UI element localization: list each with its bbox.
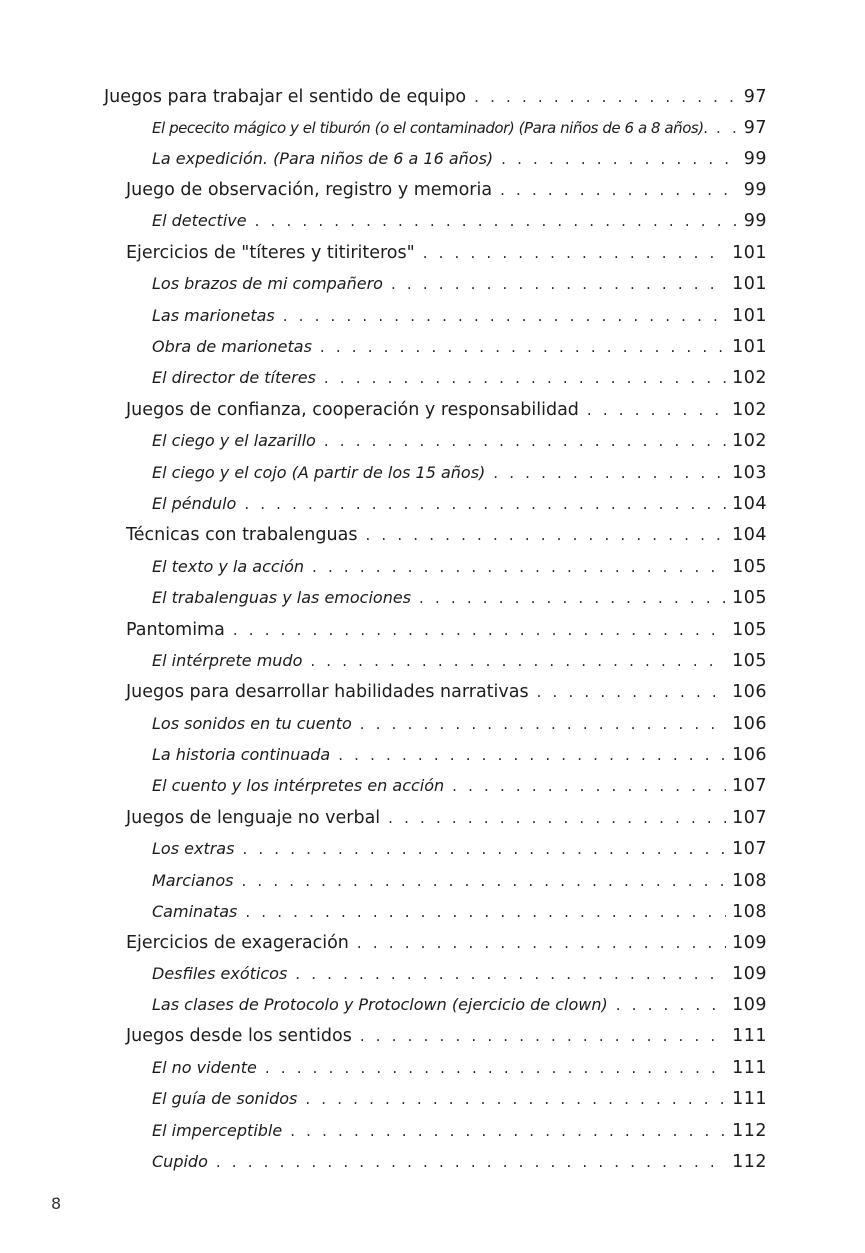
toc-entry-page: 108 <box>732 902 767 922</box>
dot-leader <box>295 960 726 988</box>
toc-subentry <box>152 1148 767 1176</box>
toc-entry-page: 105 <box>732 620 767 640</box>
toc-subentry <box>152 867 767 895</box>
toc-subentry <box>152 1117 767 1145</box>
toc-entry-page: 104 <box>732 494 767 514</box>
toc-entry-page: 107 <box>732 776 767 796</box>
toc-entry-page: 99 <box>743 180 767 200</box>
toc-subentry <box>152 459 767 487</box>
toc-entry <box>126 804 767 832</box>
toc-entry-page: 102 <box>732 368 767 388</box>
dot-leader <box>312 553 726 581</box>
dot-leader <box>290 1117 726 1145</box>
dot-leader <box>365 521 726 549</box>
toc-entry-title: El detective <box>152 211 247 230</box>
toc-entry-page: 97 <box>743 118 767 138</box>
toc-entry-title: Los extras <box>152 839 235 858</box>
dot-leader <box>716 114 738 142</box>
toc-subentry <box>152 741 767 769</box>
toc-entry-page: 112 <box>732 1121 767 1141</box>
toc-entry-title: Ejercicios de exageración <box>126 933 349 953</box>
toc-entry-page: 109 <box>732 964 767 984</box>
dot-leader <box>423 239 726 267</box>
toc-entry-title: Técnicas con trabalenguas <box>126 525 358 545</box>
toc-entry-page: 105 <box>732 557 767 577</box>
dot-leader <box>388 804 726 832</box>
toc-entry-page: 106 <box>732 745 767 765</box>
toc-subentry <box>152 898 767 926</box>
dot-leader <box>283 302 726 330</box>
toc-subentry <box>152 835 767 863</box>
toc-entry-title: El texto y la acción <box>152 557 305 576</box>
dot-leader <box>305 1085 726 1113</box>
toc-entry-page: 111 <box>732 1058 767 1078</box>
toc-entry-page: 104 <box>732 525 767 545</box>
toc-entry-title: El imperceptible <box>152 1121 283 1140</box>
toc-subentry <box>152 1054 767 1082</box>
dot-leader <box>360 1022 726 1050</box>
toc-entry-page: 101 <box>732 337 767 357</box>
dot-leader <box>242 835 726 863</box>
dot-leader <box>616 991 726 1019</box>
dot-leader <box>245 898 726 926</box>
dot-leader <box>537 678 726 706</box>
toc-entry-page: 102 <box>732 431 767 451</box>
toc-entry <box>126 176 767 204</box>
toc-entry-title: Cupido <box>152 1152 208 1171</box>
toc-entry-title: La historia continuada <box>152 745 331 764</box>
toc-entry-page: 109 <box>732 995 767 1015</box>
toc-subentry <box>152 584 767 612</box>
toc-entry <box>126 521 767 549</box>
dot-leader <box>419 584 726 612</box>
toc-entry-title: Juegos desde los sentidos <box>126 1026 352 1046</box>
toc-entry <box>126 1022 767 1050</box>
toc-entry-title: El ciego y el lazarillo <box>152 431 316 450</box>
toc-subentry <box>152 270 767 298</box>
toc-entry-title: El ciego y el cojo (A partir de los 15 años) <box>152 463 486 482</box>
toc-entry-page: 111 <box>732 1089 767 1109</box>
toc-entry-page: 102 <box>732 400 767 420</box>
toc-subentry <box>152 333 767 361</box>
dot-leader <box>338 741 726 769</box>
toc-entry-title: Los sonidos en tu cuento <box>152 714 352 733</box>
dot-leader <box>233 616 726 644</box>
toc-entry-title: Juegos de confianza, cooperación y responsabilidad <box>126 400 579 420</box>
dot-leader <box>324 364 726 392</box>
toc-subentry <box>152 364 767 392</box>
toc-entry <box>126 616 767 644</box>
toc-entry-title: El director de títeres <box>152 368 316 387</box>
toc-entry-title: El pececito mágico y el tiburón (o el contaminador) (Para niños de 6 a 8 años). <box>152 119 709 137</box>
toc-entry <box>126 929 767 957</box>
dot-leader <box>255 207 738 235</box>
toc-subentry <box>152 1085 767 1113</box>
toc-entry-page: 106 <box>732 714 767 734</box>
toc-subentry <box>152 145 767 173</box>
toc-entry <box>126 396 767 424</box>
toc-entry-title: Las marionetas <box>152 306 275 325</box>
toc-entry-page: 108 <box>732 871 767 891</box>
toc-subentry <box>152 553 767 581</box>
toc-entry-title: Caminatas <box>152 902 238 921</box>
toc-entry-page: 97 <box>743 87 767 107</box>
toc-entry-title: Desfiles exóticos <box>152 964 288 983</box>
toc-subentry <box>152 302 767 330</box>
toc-entry-page: 99 <box>743 149 767 169</box>
toc-subentry <box>152 490 767 518</box>
dot-leader <box>242 867 727 895</box>
toc-entry-page: 99 <box>743 211 767 231</box>
dot-leader <box>474 83 738 111</box>
toc-subentry <box>152 710 767 738</box>
toc-entry-title: Juegos para trabajar el sentido de equipo <box>104 87 467 107</box>
toc-entry <box>126 678 767 706</box>
toc-entry-title: Ejercicios de "títeres y titiriteros" <box>126 243 415 263</box>
toc-entry-page: 101 <box>732 274 767 294</box>
dot-leader <box>500 176 738 204</box>
dot-leader <box>320 333 726 361</box>
toc-subentry <box>152 772 767 800</box>
toc-entry-title: El guía de sonidos <box>152 1089 298 1108</box>
toc-entry-title: Las clases de Protocolo y Protoclown (ejercicio de clown) <box>152 995 608 1014</box>
toc-entry-title: El péndulo <box>152 494 237 513</box>
page-number: 8 <box>51 1194 62 1213</box>
dot-leader <box>244 490 726 518</box>
toc-entry <box>126 239 767 267</box>
toc-entry-page: 103 <box>732 463 767 483</box>
dot-leader <box>310 647 726 675</box>
toc-subentry <box>152 114 767 142</box>
toc-entry-page: 107 <box>732 808 767 828</box>
toc-entry-page: 101 <box>732 306 767 326</box>
toc-entry-page: 101 <box>732 243 767 263</box>
toc-subentry <box>152 207 767 235</box>
toc-entry-page: 105 <box>732 588 767 608</box>
dot-leader <box>452 772 726 800</box>
dot-leader <box>216 1148 726 1176</box>
toc-entry-title: El cuento y los intérpretes en acción <box>152 776 445 795</box>
toc-entry-page: 111 <box>732 1026 767 1046</box>
dot-leader <box>265 1054 726 1082</box>
toc-entry-page: 109 <box>732 933 767 953</box>
dot-leader <box>357 929 726 957</box>
dot-leader <box>324 427 726 455</box>
toc-entry-title: Obra de marionetas <box>152 337 312 356</box>
toc-entry-title: Juegos de lenguaje no verbal <box>126 808 381 828</box>
toc-subentry <box>152 991 767 1019</box>
toc-subentry <box>152 960 767 988</box>
toc-entry-page: 105 <box>732 651 767 671</box>
toc-entry-page: 106 <box>732 682 767 702</box>
toc-entry-title: El trabalenguas y las emociones <box>152 588 412 607</box>
toc-subentry <box>152 427 767 455</box>
toc-entry-title: Pantomima <box>126 620 225 640</box>
toc-entry-page: 112 <box>732 1152 767 1172</box>
toc-entry-title: El intérprete mudo <box>152 651 303 670</box>
toc-entry-title: Juegos para desarrollar habilidades narrativas <box>126 682 529 702</box>
toc-entry-title: La expedición. (Para niños de 6 a 16 años) <box>152 149 494 168</box>
toc-entry-page: 107 <box>732 839 767 859</box>
toc-subentry <box>152 647 767 675</box>
dot-leader <box>360 710 726 738</box>
dot-leader <box>501 145 738 173</box>
toc-entry-title: El no vidente <box>152 1058 257 1077</box>
dot-leader <box>587 396 726 424</box>
toc-entry-title: Los brazos de mi compañero <box>152 274 383 293</box>
toc-entry <box>104 83 767 111</box>
dot-leader <box>391 270 726 298</box>
toc-entry-title: Juego de observación, registro y memoria <box>126 180 493 200</box>
dot-leader <box>493 459 726 487</box>
toc-entry-title: Marcianos <box>152 871 234 890</box>
